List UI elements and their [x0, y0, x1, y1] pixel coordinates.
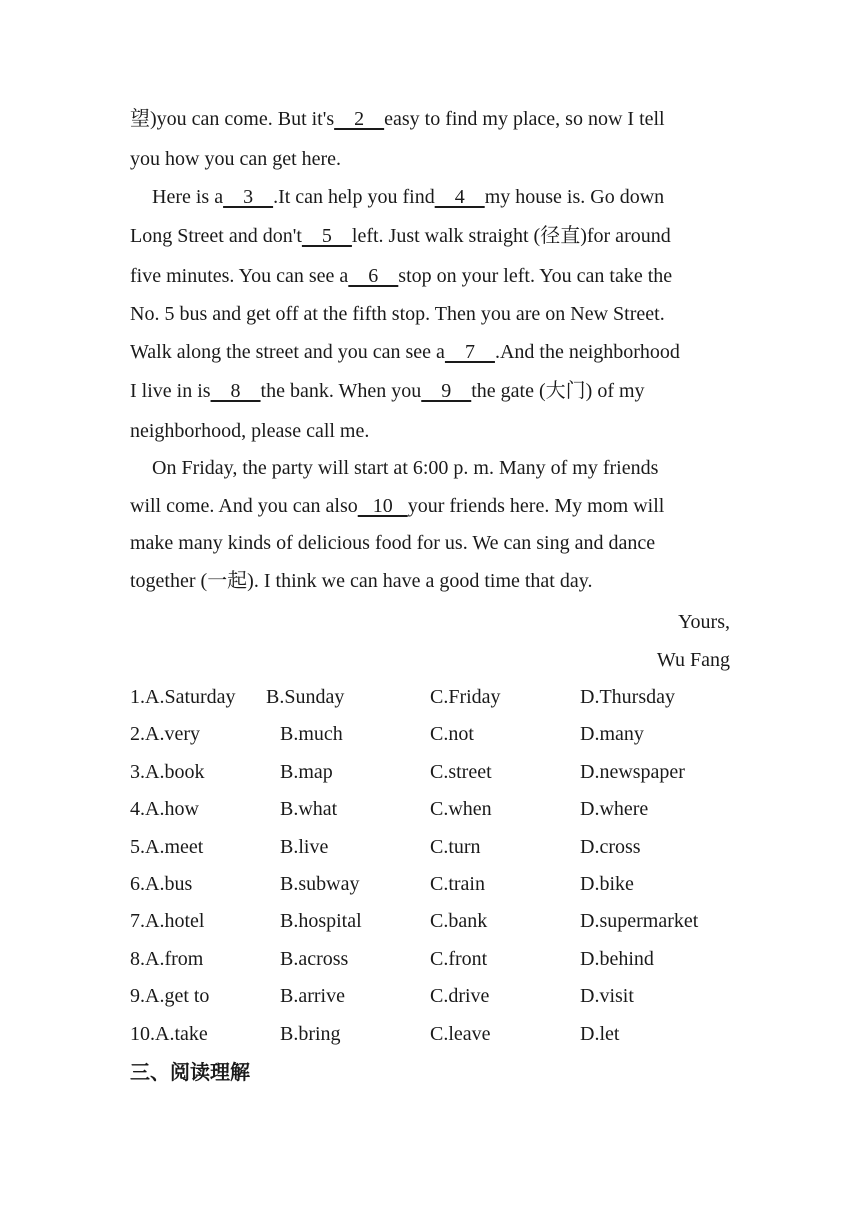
passage-text: 望)you can come. But it's	[130, 108, 335, 130]
option-2-D: D.many	[580, 723, 644, 745]
passage-line	[130, 147, 730, 171]
closing: Yours,	[678, 611, 730, 633]
option-3-A: 3.A.book	[130, 761, 205, 783]
passage-text: left. Just walk straight (径直)for around	[351, 225, 671, 247]
option-4-D: D.where	[580, 798, 649, 820]
passage-line	[130, 107, 730, 131]
option-4-C: C.when	[430, 798, 492, 820]
option-9-D: D.visit	[580, 985, 634, 1007]
blank-4: 4	[434, 186, 485, 208]
passage-line	[130, 494, 730, 518]
option-7-B: B.hospital	[280, 910, 362, 932]
option-7-D: D.supermarket	[580, 910, 699, 932]
passage-line	[130, 264, 730, 288]
passage-text: you how you can get here.	[130, 148, 342, 170]
option-8-C: C.front	[430, 948, 488, 970]
option-5-A: 5.A.meet	[130, 836, 204, 858]
passage-text: easy to find my place, so now I tell	[384, 108, 665, 130]
passage-line	[130, 419, 730, 443]
option-10-B: B.bring	[280, 1023, 341, 1045]
passage-text: stop on your left. You can take the	[398, 265, 673, 287]
passage-text: the bank. When you	[260, 380, 422, 402]
option-3-D: D.newspaper	[580, 761, 685, 783]
passage-line	[130, 224, 730, 248]
option-6-A: 6.A.bus	[130, 873, 193, 895]
passage-text: my house is. Go down	[484, 186, 665, 208]
passage-text: Here is a	[152, 186, 224, 208]
passage-text: the gate (大门) of my	[471, 380, 645, 402]
blank-3: 3	[223, 186, 274, 208]
option-9-C: C.drive	[430, 985, 490, 1007]
option-2-B: B.much	[280, 723, 343, 745]
option-3-C: C.street	[430, 761, 492, 783]
option-1-A: 1.A.Saturday	[130, 686, 236, 708]
option-4-B: B.what	[280, 798, 338, 820]
option-9-B: B.arrive	[280, 985, 345, 1007]
option-1-D: D.Thursday	[580, 686, 675, 708]
option-5-C: C.turn	[430, 836, 481, 858]
option-7-A: 7.A.hotel	[130, 910, 205, 932]
passage-line	[130, 531, 730, 555]
section-heading: 三、阅读理解	[130, 1060, 250, 1084]
option-6-C: C.train	[430, 873, 485, 895]
option-7-C: C.bank	[430, 910, 488, 932]
option-3-B: B.map	[280, 761, 333, 783]
passage-text: Walk along the street and you can see a	[130, 341, 445, 363]
option-8-B: B.across	[280, 948, 349, 970]
passage-text: I live in is	[130, 380, 211, 402]
passage-text: will come. And you can also	[130, 495, 358, 517]
passage-text: On Friday, the party will start at 6:00 p. m. Many of my friends	[152, 457, 659, 479]
blank-6: 6	[348, 265, 399, 287]
option-4-A: 4.A.how	[130, 798, 199, 820]
option-9-A: 9.A.get to	[130, 985, 210, 1007]
option-1-C: C.Friday	[430, 686, 501, 708]
passage-text: make many kinds of delicious food for us. We can sing and dance	[130, 532, 656, 554]
passage-text: .And the neighborhood	[494, 341, 680, 363]
passage-line	[130, 569, 730, 593]
option-10-D: D.let	[580, 1023, 620, 1045]
passage-line	[130, 340, 730, 364]
blank-9: 9	[421, 380, 472, 402]
option-10-C: C.leave	[430, 1023, 491, 1045]
option-2-A: 2.A.very	[130, 723, 200, 745]
passage-line	[130, 302, 730, 326]
option-6-D: D.bike	[580, 873, 634, 895]
option-6-B: B.subway	[280, 873, 360, 895]
blank-5: 5	[301, 225, 352, 247]
passage-line	[152, 185, 752, 209]
option-10-A: 10.A.take	[130, 1023, 208, 1045]
passage-text: Long Street and don't	[130, 225, 302, 247]
blank-7: 7	[444, 341, 495, 363]
signature: Wu Fang	[656, 649, 730, 671]
passage-text: No. 5 bus and get off at the fifth stop. Then you are on New Street.	[130, 303, 665, 325]
passage-text: .It can help you find	[273, 186, 435, 208]
passage-text: five minutes. You can see a	[130, 265, 349, 287]
passage-text: together (一起). I think we can have a good time that day.	[130, 570, 593, 592]
option-2-C: C.not	[430, 723, 474, 745]
option-8-D: D.behind	[580, 948, 654, 970]
option-1-B: B.Sunday	[266, 686, 345, 708]
option-5-D: D.cross	[580, 836, 641, 858]
blank-8: 8	[210, 380, 261, 402]
passage-text: neighborhood, please call me.	[130, 420, 370, 442]
option-5-B: B.live	[280, 836, 329, 858]
blank-2: 2	[334, 108, 385, 130]
option-8-A: 8.A.from	[130, 948, 204, 970]
blank-10: 10	[357, 495, 408, 517]
passage-line	[130, 379, 730, 403]
passage-line	[152, 456, 752, 480]
passage-text: your friends here. My mom will	[407, 495, 665, 517]
